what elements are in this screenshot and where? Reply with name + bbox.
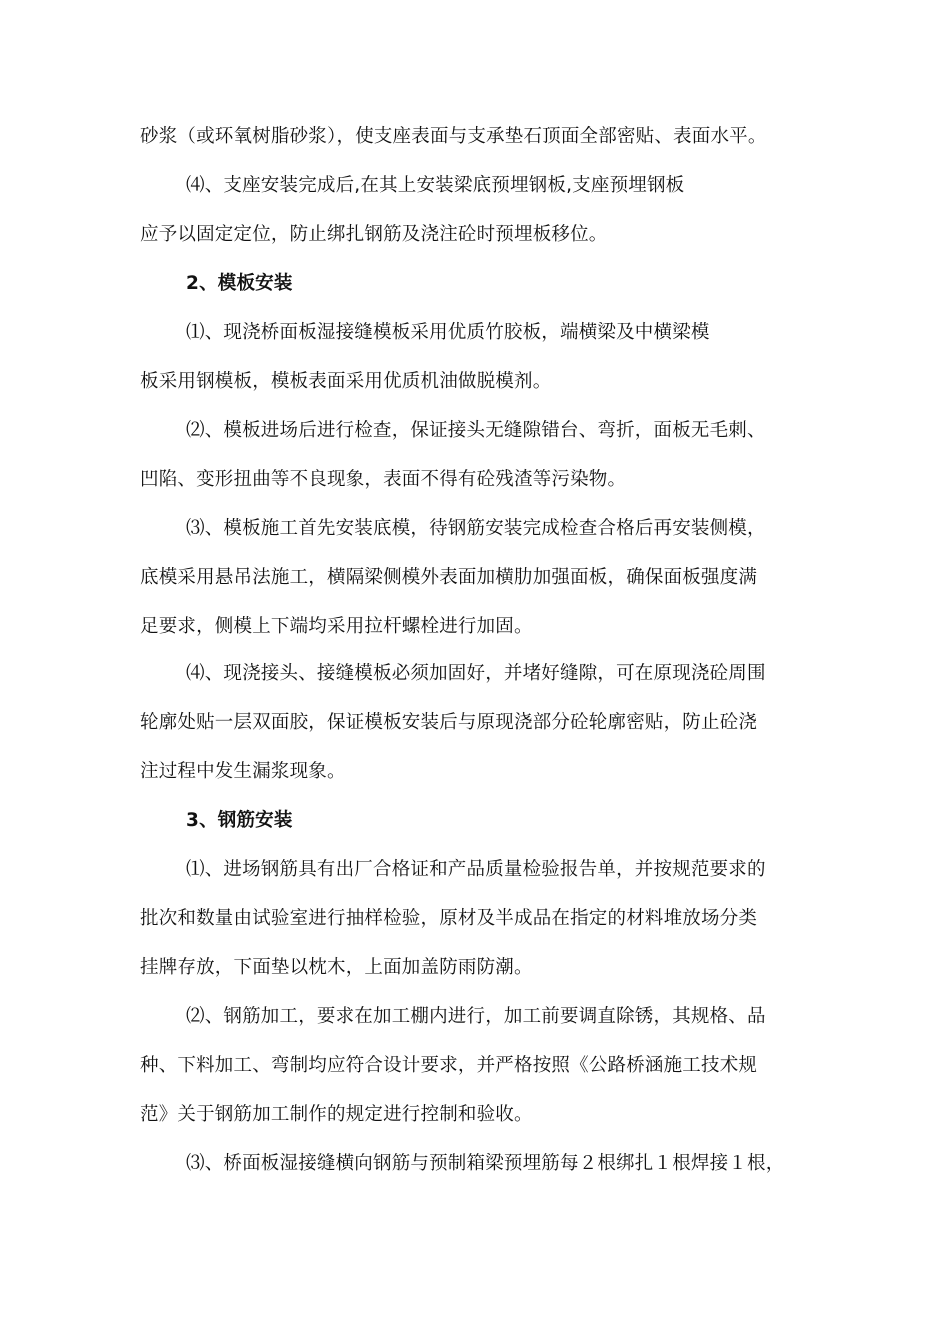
text-line: ⑵、钢筋加工，要求在加工棚内进行，加工前要调直除锈，其规格、品 [186, 1006, 766, 1027]
text-line: 注过程中发生漏浆现象。 [140, 761, 346, 782]
text-line: 凹陷、变形扭曲等不良现象，表面不得有砼残渣等污染物。 [140, 469, 627, 490]
text-line: 挂牌存放，下面垫以枕木，上面加盖防雨防潮。 [140, 957, 533, 978]
text-line: 应予以固定定位，防止绑扎钢筋及浇注砼时预埋板移位。 [140, 224, 608, 245]
text-line: 种、下料加工、弯制均应符合设计要求，并严格按照《公路桥涵施工技术规 [140, 1055, 758, 1076]
section-heading: 2、模板安装 [186, 273, 293, 294]
section-heading: 3、钢筋安装 [186, 810, 293, 831]
text-line: ⑵、模板进场后进行检查，保证接头无缝隙错台、弯折，面板无毛刺、 [186, 420, 766, 441]
text-line: 底模采用悬吊法施工，横隔梁侧模外表面加横肋加强面板，确保面板强度满 [140, 567, 758, 588]
text-line: ⑶、模板施工首先安装底模，待钢筋安装完成检查合格后再安装侧模， [186, 518, 766, 539]
text-line: ⑶、桥面板湿接缝横向钢筋与预制箱梁预埋筋每２根绑扎１根焊接１根， [186, 1153, 785, 1174]
text-line: ⑷、现浇接头、接缝模板必须加固好，并堵好缝隙，可在原现浇砼周围 [186, 663, 766, 684]
text-line: ⑴、进场钢筋具有出厂合格证和产品质量检验报告单，并按规范要求的 [186, 859, 766, 880]
text-line: 范》关于钢筋加工制作的规定进行控制和验收。 [140, 1104, 533, 1125]
text-line: 轮廓处贴一层双面胶，保证模板安装后与原现浇部分砼轮廓密贴，防止砼浇 [140, 712, 758, 733]
text-line: 板采用钢模板，模板表面采用优质机油做脱模剂。 [140, 371, 552, 392]
text-line: ⑴、现浇桥面板湿接缝模板采用优质竹胶板，端横梁及中横梁模 [186, 322, 710, 343]
text-line: 砂浆（或环氧树脂砂浆），使支座表面与支承垫石顶面全部密贴、表面水平。 [140, 126, 767, 147]
text-line: 批次和数量由试验室进行抽样检验，原材及半成品在指定的材料堆放场分类 [140, 908, 758, 929]
text-line: ⑷、支座安装完成后,在其上安装梁底预埋钢板,支座预埋钢板 [186, 175, 685, 196]
text-line: 足要求，侧模上下端均采用拉杆螺栓进行加固。 [140, 616, 533, 637]
